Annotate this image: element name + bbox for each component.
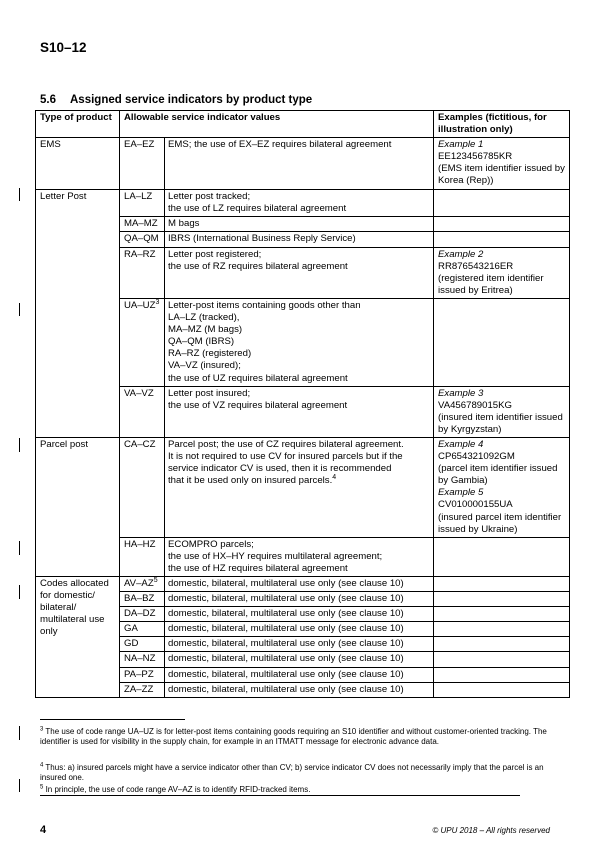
example-id: EE123456785KR bbox=[438, 151, 513, 163]
desc-line: MA–MZ (M bags) bbox=[168, 324, 243, 336]
change-bar bbox=[19, 585, 20, 599]
example-label: Example 1 bbox=[438, 139, 484, 151]
code-cell: MA–MZ bbox=[120, 217, 165, 232]
footnote-text: The use of code range UA–UZ is for letter-post items containing goods requiring an S10 identifier and without customer-oriented tracking. The identifier is used for visibility in the supply chain, for example in an ITMATT message for electronic advance data. bbox=[40, 727, 547, 746]
example-id: RR876543216ER bbox=[438, 260, 514, 272]
example-cell bbox=[434, 682, 570, 697]
example-cell bbox=[434, 437, 570, 537]
footnote-number: 4 bbox=[40, 762, 44, 769]
change-bar bbox=[19, 779, 20, 792]
change-bar bbox=[19, 541, 20, 555]
desc-line: the use of HZ requires bilateral agreement bbox=[168, 562, 348, 574]
desc-line: the use of RZ requires bilateral agreement bbox=[168, 260, 348, 272]
desc-cell: domestic, bilateral, multilateral use only (see clause 10) bbox=[165, 652, 434, 667]
desc-cell bbox=[165, 386, 434, 437]
header-values: Allowable service indicator values bbox=[120, 111, 434, 138]
code-cell: EA–EZ bbox=[120, 138, 165, 190]
desc-cell: domestic, bilateral, multilateral use only (see clause 10) bbox=[165, 637, 434, 652]
type-cell: Letter Post bbox=[36, 190, 120, 438]
header-type: Type of product bbox=[36, 111, 120, 138]
desc-cell: domestic, bilateral, multilateral use only (see clause 10) bbox=[165, 577, 434, 592]
code-text: AV–AZ bbox=[124, 578, 154, 589]
example-note: (EMS item identifier issued by Korea (Rep)) bbox=[438, 163, 565, 187]
example-cell bbox=[434, 298, 570, 386]
footnote-3 bbox=[40, 727, 560, 746]
desc-line: the use of HX–HY requires multilateral agreement; bbox=[168, 550, 383, 562]
desc-cell bbox=[165, 190, 434, 217]
footnote-4 bbox=[40, 763, 560, 782]
example-label: Example 3 bbox=[438, 387, 484, 399]
footnote-ref: 5 bbox=[153, 576, 158, 584]
example-cell bbox=[434, 247, 570, 298]
footnote-5 bbox=[40, 785, 560, 795]
footnote-underline bbox=[40, 795, 520, 796]
code-cell: CA–CZ bbox=[120, 437, 165, 537]
section-heading bbox=[40, 94, 312, 106]
example-cell bbox=[434, 138, 570, 190]
example-cell bbox=[434, 190, 570, 217]
document-reference: S10–12 bbox=[40, 40, 87, 55]
desc-line: VA–VZ (insured); bbox=[168, 360, 241, 372]
desc-text: that it be used only on insured parcels. bbox=[168, 475, 333, 487]
example-label: Example 4 bbox=[438, 438, 484, 450]
desc-cell: IBRS (International Business Reply Service) bbox=[165, 232, 434, 247]
code-cell: LA–LZ bbox=[120, 190, 165, 217]
code-cell: VA–VZ bbox=[120, 386, 165, 437]
example-cell bbox=[434, 232, 570, 247]
example-id: CV010000155UA bbox=[438, 499, 513, 511]
code-cell: QA–QM bbox=[120, 232, 165, 247]
example-note: (insured item identifier issued by Kyrgyzstan) bbox=[438, 411, 563, 435]
example-cell bbox=[434, 217, 570, 232]
code-cell bbox=[120, 298, 165, 386]
code-cell: DA–DZ bbox=[120, 607, 165, 622]
example-note: (registered item identifier issued by Eritrea) bbox=[438, 272, 544, 296]
desc-line: Letter post insured; bbox=[168, 387, 251, 399]
type-cell: Codes allocated for domestic/ bilateral/ multilateral use only bbox=[36, 577, 120, 698]
section-number: 5.6 bbox=[40, 94, 56, 106]
desc-cell bbox=[165, 537, 434, 576]
example-id: VA456789015KG bbox=[438, 399, 512, 411]
footnote-separator bbox=[40, 719, 185, 720]
desc-line: the use of UZ requires bilateral agreement bbox=[168, 372, 348, 384]
desc-line: Letter post tracked; bbox=[168, 191, 251, 203]
footnote-text: In principle, the use of code range AV–AZ is to identify RFID-tracked items. bbox=[45, 785, 311, 794]
desc-cell: domestic, bilateral, multilateral use only (see clause 10) bbox=[165, 592, 434, 607]
example-note: (parcel item identifier issued by Gambia) bbox=[438, 463, 558, 487]
footnote-ref: 3 bbox=[155, 298, 160, 306]
example-id: CP654321092GM bbox=[438, 451, 515, 463]
example-cell bbox=[434, 537, 570, 576]
code-cell: PA–PZ bbox=[120, 667, 165, 682]
example-cell bbox=[434, 652, 570, 667]
table-row bbox=[36, 138, 570, 190]
desc-cell: domestic, bilateral, multilateral use only (see clause 10) bbox=[165, 682, 434, 697]
table-header-row bbox=[36, 111, 570, 138]
desc-line: It is not required to use CV for insured parcels but if the bbox=[168, 451, 403, 463]
example-cell bbox=[434, 637, 570, 652]
desc-cell bbox=[165, 247, 434, 298]
code-cell: GD bbox=[120, 637, 165, 652]
example-cell bbox=[434, 577, 570, 592]
change-bar bbox=[19, 438, 20, 452]
desc-line: Parcel post; the use of CZ requires bilateral agreement. bbox=[168, 438, 404, 450]
desc-cell bbox=[165, 437, 434, 537]
code-cell: RA–RZ bbox=[120, 247, 165, 298]
desc-line: Letter post registered; bbox=[168, 248, 262, 260]
example-note: (insured parcel item identifier issued by Ukraine) bbox=[438, 511, 562, 535]
footnote-number: 3 bbox=[40, 726, 44, 733]
copyright-notice: © UPU 2018 – All rights reserved bbox=[432, 826, 550, 835]
example-cell bbox=[434, 607, 570, 622]
desc-line bbox=[168, 475, 429, 487]
example-label: Example 2 bbox=[438, 248, 484, 260]
desc-cell: EMS; the use of EX–EZ requires bilateral agreement bbox=[165, 138, 434, 190]
example-label: Example 5 bbox=[438, 487, 484, 499]
desc-line: LA–LZ (tracked), bbox=[168, 312, 240, 324]
table-row bbox=[36, 577, 570, 592]
code-cell bbox=[120, 577, 165, 592]
code-cell: BA–BZ bbox=[120, 592, 165, 607]
table-row bbox=[36, 437, 570, 537]
example-cell bbox=[434, 622, 570, 637]
footnote-number: 5 bbox=[40, 784, 44, 791]
desc-line: RA–RZ (registered) bbox=[168, 348, 252, 360]
change-bar bbox=[19, 303, 20, 316]
desc-line: the use of VZ requires bilateral agreement bbox=[168, 399, 348, 411]
desc-cell: domestic, bilateral, multilateral use only (see clause 10) bbox=[165, 667, 434, 682]
footnote-text: Thus: a) insured parcels might have a service indicator other than CV; b) service indicator CV does not necessarily imply that the parcel is an insured one. bbox=[40, 763, 544, 782]
desc-cell: M bags bbox=[165, 217, 434, 232]
desc-line: Letter-post items containing goods other than bbox=[168, 299, 361, 311]
code-text: UA–UZ bbox=[124, 299, 156, 311]
desc-line: QA–QM (IBRS) bbox=[168, 336, 235, 348]
page-number: 4 bbox=[40, 824, 47, 836]
desc-cell bbox=[165, 298, 434, 386]
desc-line: ECOMPRO parcels; bbox=[168, 538, 254, 550]
desc-line: service indicator CV is used, then it is recommended bbox=[168, 463, 392, 475]
footnote-ref: 4 bbox=[332, 474, 337, 482]
code-cell: NA–NZ bbox=[120, 652, 165, 667]
example-cell bbox=[434, 386, 570, 437]
change-bar bbox=[19, 188, 20, 201]
desc-cell: domestic, bilateral, multilateral use only (see clause 10) bbox=[165, 622, 434, 637]
type-cell: EMS bbox=[36, 138, 120, 190]
desc-line: the use of LZ requires bilateral agreement bbox=[168, 203, 347, 215]
code-cell: HA–HZ bbox=[120, 537, 165, 576]
code-cell: GA bbox=[120, 622, 165, 637]
table-row bbox=[36, 190, 570, 217]
change-bar bbox=[19, 726, 20, 740]
service-indicator-table bbox=[35, 110, 570, 698]
section-title: Assigned service indicators by product type bbox=[70, 94, 313, 106]
example-cell bbox=[434, 667, 570, 682]
code-cell: ZA–ZZ bbox=[120, 682, 165, 697]
desc-cell: domestic, bilateral, multilateral use only (see clause 10) bbox=[165, 607, 434, 622]
header-examples: Examples (fictitious, for illustration only) bbox=[434, 111, 570, 138]
example-cell bbox=[434, 592, 570, 607]
type-cell: Parcel post bbox=[36, 437, 120, 576]
